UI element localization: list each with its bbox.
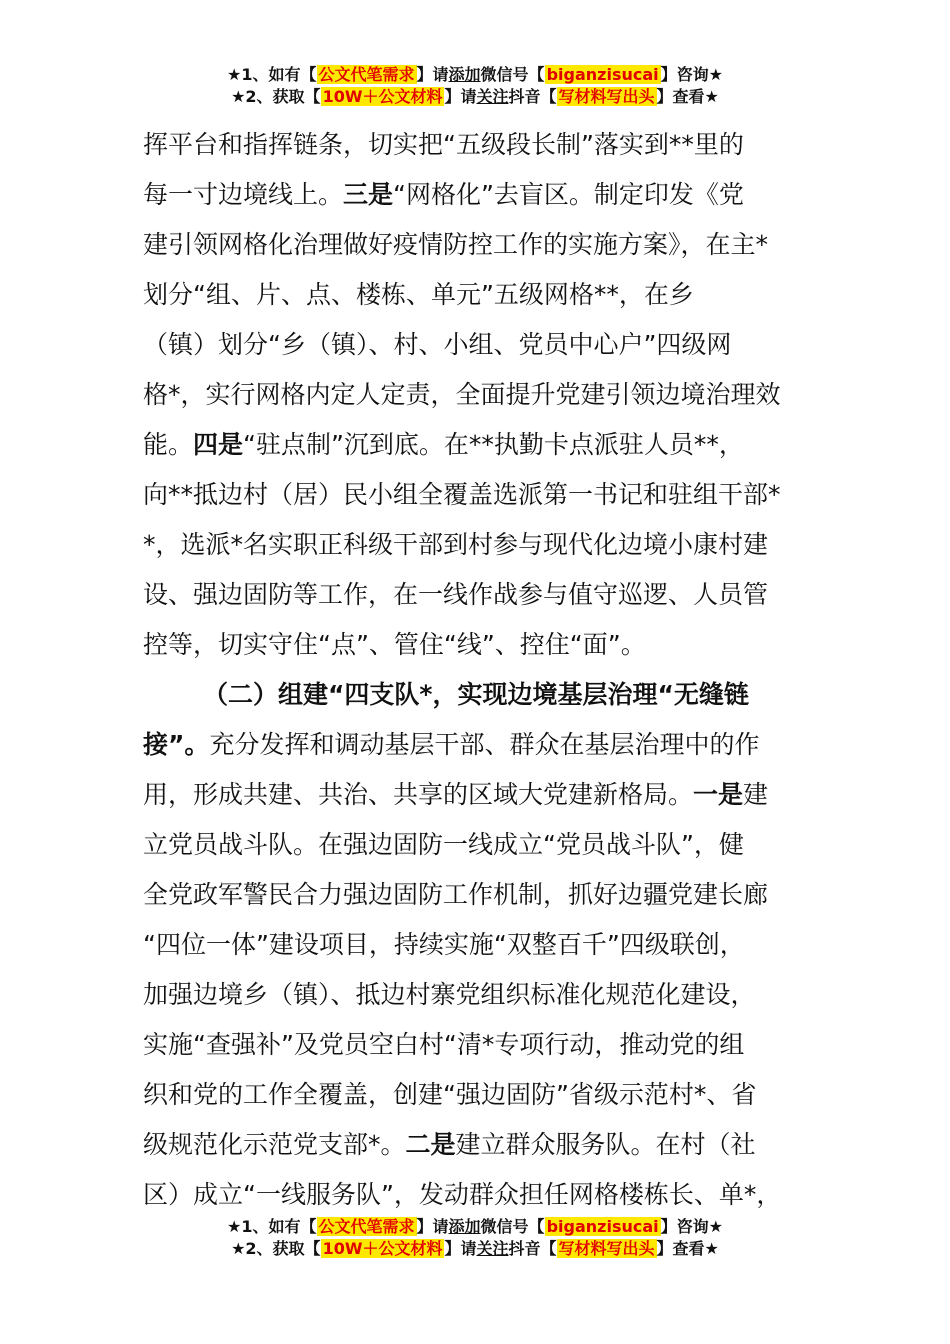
text-run: 划分“组、片、点、楼栋、单元”五级网格**，在乡 xyxy=(143,280,694,309)
banner-highlight: 公文代笔需求 xyxy=(318,1217,415,1236)
banner-text: 】请 xyxy=(416,65,449,84)
banner-line-2 xyxy=(0,1238,950,1260)
banner-highlight: 10W＋公文材料 xyxy=(322,1239,443,1258)
banner-text: 】请 xyxy=(444,1239,477,1258)
text-line xyxy=(143,120,811,170)
banner-text: ★2、获取【 xyxy=(231,1239,321,1258)
text-run: 立党员战斗队。在强边固防一线成立“党员战斗队”，健 xyxy=(143,830,744,859)
text-line xyxy=(143,870,811,920)
text-run: 织和党的工作全覆盖，创建“强边固防”省级示范村*、省 xyxy=(143,1080,757,1109)
document-body xyxy=(143,120,811,1220)
bold-text-run: 一是 xyxy=(693,780,744,809)
text-line xyxy=(143,570,811,620)
banner-text: 】查看★ xyxy=(656,87,719,106)
text-run: 级规范化示范党支部*。 xyxy=(143,1130,406,1159)
banner-text: ★1、如有【 xyxy=(227,65,317,84)
text-run: *，选派*名实职正科级干部到村参与现代化边境小康村建 xyxy=(143,530,769,559)
banner-highlight: 10W＋公文材料 xyxy=(322,87,443,106)
banner-underline: 关注 xyxy=(476,1239,509,1258)
text-line xyxy=(143,220,811,270)
text-line xyxy=(143,520,811,570)
text-run: 实施“查强补”及党员空白村“清*专项行动，推动党的组 xyxy=(143,1030,745,1059)
text-run: 全党政军警民合力强边固防工作机制，抓好边疆党建长廊 xyxy=(143,880,769,909)
text-run: 能。 xyxy=(143,430,194,459)
bold-text-run: 接”。 xyxy=(143,730,210,759)
banner-highlight: biganzisucai xyxy=(546,1217,659,1236)
banner-line-1 xyxy=(0,1216,950,1238)
text-line xyxy=(143,620,811,670)
text-run: 区）成立“一线服务队”，发动群众担任网格楼栋长、单*， xyxy=(143,1180,782,1209)
text-line xyxy=(143,270,811,320)
banner-highlight: 写材料写出头 xyxy=(558,87,655,106)
text-run: 控等，切实守住“点”、管住“线”、控住“面”。 xyxy=(143,630,646,659)
bold-text-run: （二）组建“四支队*，实现边境基层治理“无缝链 xyxy=(203,680,749,709)
text-line xyxy=(143,670,811,720)
banner-underline: 添加 xyxy=(448,1217,481,1236)
banner-text: 】请 xyxy=(416,1217,449,1236)
text-run: 设、强边固防等工作，在一线作战参与值守巡逻、人员管 xyxy=(143,580,769,609)
banner-highlight: 写材料写出头 xyxy=(558,1239,655,1258)
banner-highlight: 公文代笔需求 xyxy=(318,65,415,84)
banner-underline: 关注 xyxy=(476,87,509,106)
text-line xyxy=(143,1170,811,1220)
text-line xyxy=(143,1120,811,1170)
text-run: （镇）划分“乡（镇）、村、小组、党员中心户”四级网 xyxy=(143,330,732,359)
text-line xyxy=(143,1070,811,1120)
banner-text: 】咨询★ xyxy=(660,65,723,84)
text-run: “四位一体”建设项目，持续实施“双整百千”四级联创， xyxy=(143,930,745,959)
text-line xyxy=(143,370,811,420)
banner-text: 微信号【 xyxy=(480,1217,545,1236)
text-line xyxy=(143,970,811,1020)
text-line xyxy=(143,720,811,770)
text-run: 向**抵边村（居）民小组全覆盖选派第一书记和驻组干部* xyxy=(143,480,781,509)
text-line xyxy=(143,420,811,470)
text-run: 格*，实行网格内定人定责，全面提升党建引领边境治理效 xyxy=(143,380,781,409)
banner-line-2 xyxy=(0,86,950,108)
banner-text: ★1、如有【 xyxy=(227,1217,317,1236)
text-run: 每一寸边境线上。 xyxy=(143,180,344,209)
text-run: “驻点制”沉到底。在**执勤卡点派驻人员**， xyxy=(243,430,744,459)
text-line xyxy=(143,1020,811,1070)
text-run: “网格化”去盲区。制定印发《党 xyxy=(393,180,744,209)
banner-text: ★2、获取【 xyxy=(231,87,321,106)
text-line xyxy=(143,470,811,520)
banner-line-1 xyxy=(0,64,950,86)
text-run: 建 xyxy=(743,780,769,809)
bold-text-run: 二是 xyxy=(405,1130,456,1159)
banner-text: 】查看★ xyxy=(656,1239,719,1258)
text-line xyxy=(143,320,811,370)
bold-text-run: 三是 xyxy=(343,180,394,209)
banner-text: 抖音【 xyxy=(508,87,557,106)
header-banner xyxy=(0,64,950,108)
text-run: 建立群众服务队。在村（社 xyxy=(455,1130,756,1159)
banner-text: 微信号【 xyxy=(480,65,545,84)
text-run: 挥平台和指挥链条，切实把“五级段长制”落实到**里的 xyxy=(143,130,744,159)
bold-text-run: 四是 xyxy=(193,430,244,459)
text-line xyxy=(143,170,811,220)
text-run: 充分发挥和调动基层干部、群众在基层治理中的作 xyxy=(209,730,760,759)
banner-highlight: biganzisucai xyxy=(546,65,659,84)
text-run: 用，形成共建、共治、共享的区域大党建新格局。 xyxy=(143,780,694,809)
banner-text: 】咨询★ xyxy=(660,1217,723,1236)
text-line xyxy=(143,820,811,870)
footer-banner xyxy=(0,1216,950,1260)
text-line xyxy=(143,770,811,820)
text-run: 加强边境乡（镇）、抵边村寨党组织标准化规范化建设， xyxy=(143,980,756,1009)
banner-text: 抖音【 xyxy=(508,1239,557,1258)
text-line xyxy=(143,920,811,970)
text-run: 建引领网格化治理做好疫情防控工作的实施方案》，在主* xyxy=(143,230,769,259)
banner-underline: 添加 xyxy=(448,65,481,84)
banner-text: 】请 xyxy=(444,87,477,106)
